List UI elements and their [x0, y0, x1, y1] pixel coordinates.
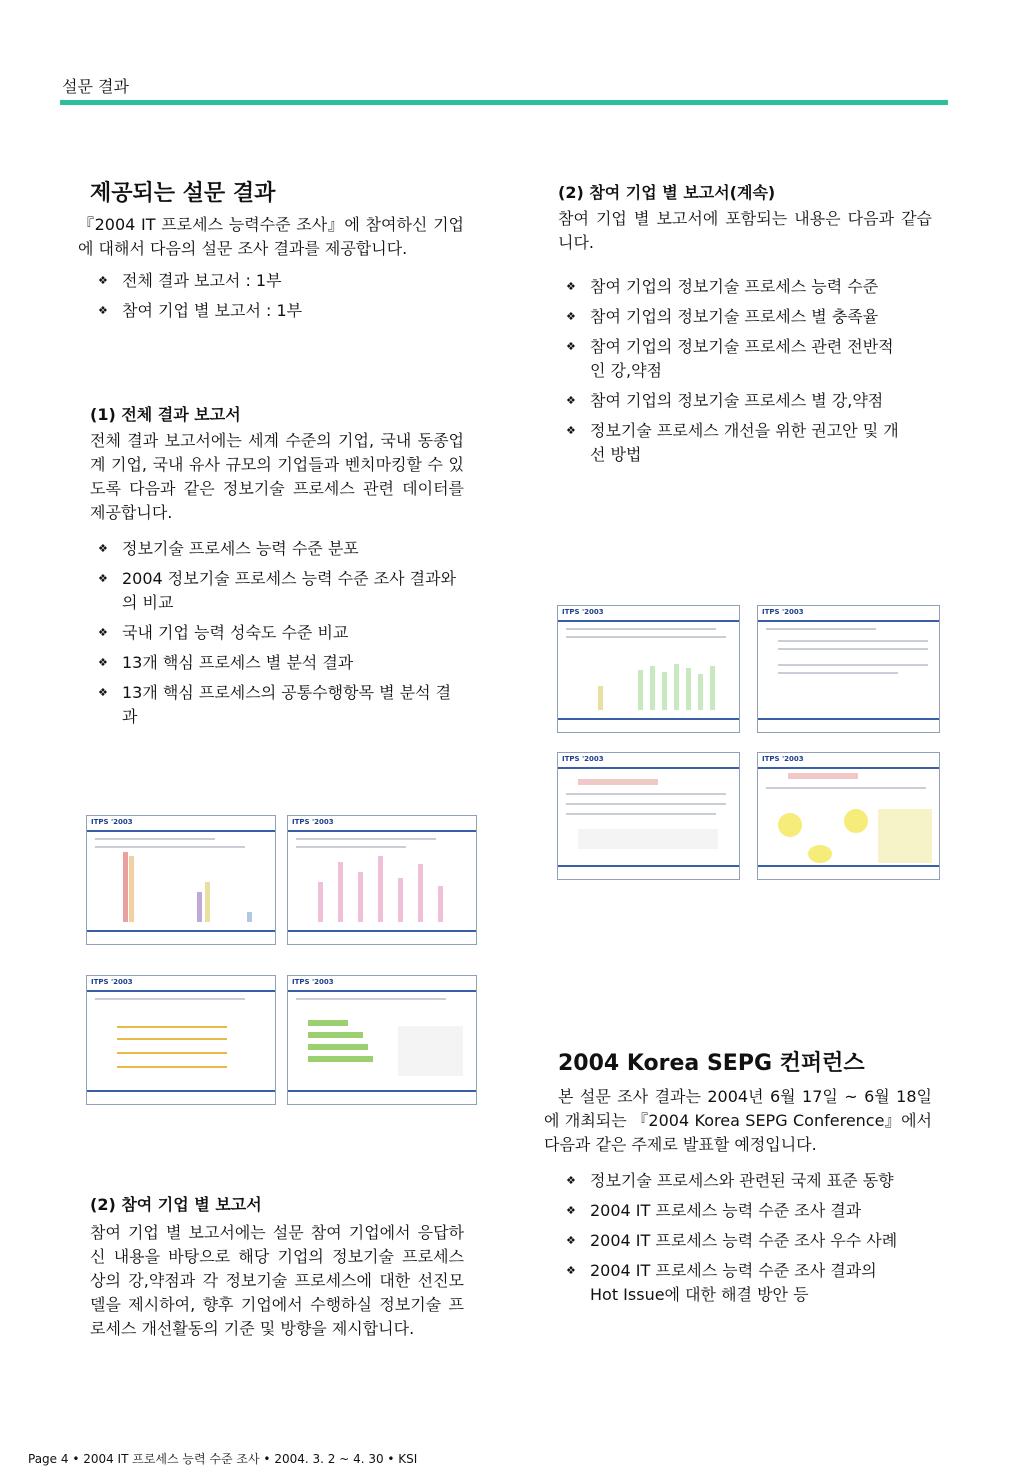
list-item: ❖ 13개 핵심 프로세스의 공통수행항목 별 분석 결과	[78, 681, 464, 729]
report-thumbnail: ITPS '2003	[287, 975, 477, 1105]
section-heading: 제공되는 설문 결과	[90, 181, 276, 206]
overall-report-list	[78, 537, 464, 729]
list-item: ❖ 2004 정보기술 프로세스 능력 수준 조사 결과와의 비교	[78, 567, 464, 615]
intro-paragraph: 『2004 IT 프로세스 능력수준 조사』에 참여하신 기업에 대해서 다음의 설문 조사 결과를 제공합니다.	[78, 215, 464, 258]
report-thumbnail: ITPS '2003	[757, 752, 940, 880]
subsection-body: 참여 기업 별 보고서에는 설문 참여 기업에서 응답하신 내용을 바탕으로 해당 기업의 정보기술 프로세스 상의 강,약점과 각 정보기술 프로세스에 대한 선진모델을 제시하여, 향후 기업에서 수행하실 정보기술 프로세스 개선활동의 기준 및 방향을 제시합니다.	[90, 1223, 464, 1338]
section-overall-report	[90, 402, 464, 735]
report-thumbnail: ITPS '2003	[557, 605, 740, 733]
sepg-topic-list	[546, 1169, 932, 1307]
section-sepg-conference	[544, 1046, 932, 1313]
thumbnail-logo: ITPS '2003	[91, 818, 133, 826]
list-item: ❖ 전체 결과 보고서 : 1부	[78, 269, 464, 293]
report-thumbnail: ITPS '2003	[287, 815, 477, 945]
subsection-body: 참여 기업 별 보고서에 포함되는 내용은 다음과 같습니다.	[558, 209, 932, 252]
report-thumbnail	[86, 815, 276, 945]
list-item: ❖ 참여 기업의 정보기술 프로세스 관련 전반적인 강,약점	[546, 335, 902, 383]
section-heading: 2004 Korea SEPG 컨퍼런스	[558, 1051, 865, 1076]
list-item: ❖ 정보기술 프로세스 능력 수준 분포	[78, 537, 464, 561]
list-item: ❖ 국내 기업 능력 성숙도 수준 비교	[78, 621, 464, 645]
list-item: ❖ 정보기술 프로세스 개선을 위한 권고안 및 개선 방법	[546, 419, 902, 467]
report-thumbnail: ITPS '2003	[557, 752, 740, 880]
list-item: ❖ 2004 IT 프로세스 능력 수준 조사 우수 사례	[546, 1229, 902, 1253]
subsection-body: 전체 결과 보고서에는 세계 수준의 기업, 국내 동종업계 기업, 국내 유사 규모의 기업들과 벤치마킹할 수 있도록 다음과 같은 정보기술 프로세스 관련 데이터를 제공합니다.	[90, 431, 464, 522]
list-item: ❖ 2004 IT 프로세스 능력 수준 조사 결과	[546, 1199, 902, 1223]
page-footer: Page 4 • 2004 IT 프로세스 능력 수준 조사 • 2004. 3. 2 ~ 4. 30 • KSI	[28, 1452, 418, 1466]
subsection-title: (2) 참여 기업 별 보고서(계속)	[558, 183, 776, 202]
report-thumbnail: ITPS '2003	[757, 605, 940, 733]
report-list	[78, 269, 464, 323]
subsection-title: (2) 참여 기업 별 보고서	[90, 1195, 262, 1214]
list-item: ❖ 참여 기업 별 보고서 : 1부	[78, 299, 464, 323]
section-company-report-continued	[558, 180, 932, 473]
page-header-title: 설문 결과	[62, 77, 129, 96]
left-column-top	[78, 176, 464, 329]
company-report-list	[546, 275, 932, 467]
list-item: ❖ 참여 기업의 정보기술 프로세스 능력 수준	[546, 275, 902, 299]
list-item: ❖ 참여 기업의 정보기술 프로세스 별 충족율	[546, 305, 902, 329]
header-divider	[60, 100, 948, 105]
sepg-paragraph: 본 설문 조사 결과는 2004년 6월 17일 ~ 6월 18일에 개최되는 『2004 Korea SEPG Conference』에서 다음과 같은 주제로 발표할 예정입니다.	[544, 1087, 932, 1154]
list-item: ❖ 참여 기업의 정보기술 프로세스 별 강,약점	[546, 389, 902, 413]
list-item: ❖ 정보기술 프로세스와 관련된 국제 표준 동향	[546, 1169, 902, 1193]
subsection-title: (1) 전체 결과 보고서	[90, 405, 241, 424]
report-thumbnail: ITPS '2003	[86, 975, 276, 1105]
section-company-report	[90, 1192, 464, 1341]
list-item: ❖ 2004 IT 프로세스 능력 수준 조사 결과의 Hot Issue에 대한 해결 방안 등	[546, 1259, 902, 1307]
list-item: ❖ 13개 핵심 프로세스 별 분석 결과	[78, 651, 464, 675]
